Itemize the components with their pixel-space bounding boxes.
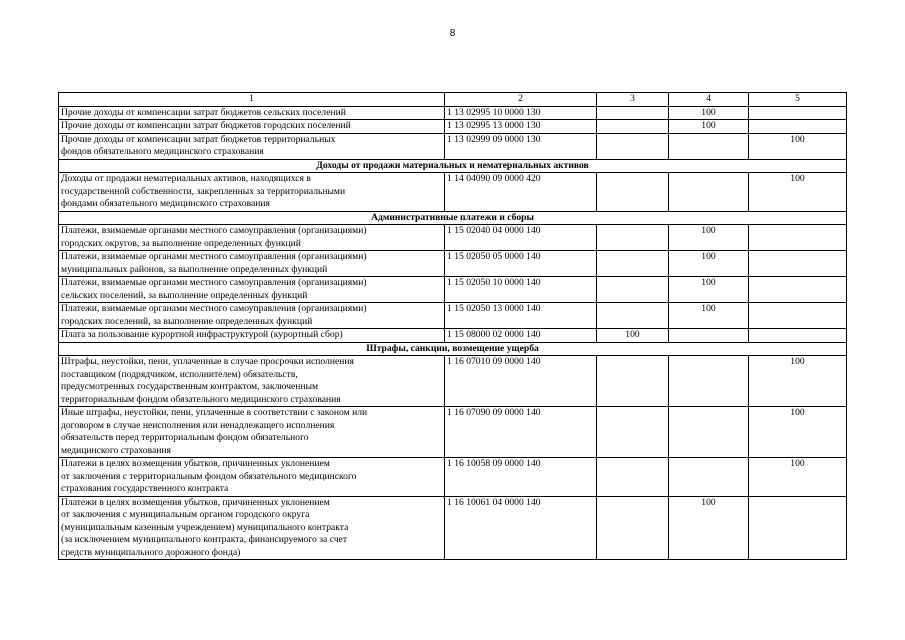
column-3-value [597, 251, 669, 277]
column-4-value: 100 [669, 277, 749, 303]
table-row [59, 251, 847, 277]
column-header: 4 [669, 93, 749, 107]
revenue-table [58, 92, 847, 560]
column-3-value [597, 225, 669, 251]
budget-code-cell: 1 15 02050 10 0000 140 [445, 277, 597, 303]
revenue-name-cell: Платежи, взимаемые органами местного самоуправления (организациями) городских округов, за выполнение определенных функций [59, 225, 445, 251]
table-row [59, 303, 847, 329]
revenue-name-cell: Платежи, взимаемые органами местного самоуправления (организациями) сельских поселений, за выполнение определенных функций [59, 277, 445, 303]
column-5-value: 100 [749, 356, 847, 407]
column-5-value [749, 329, 847, 343]
table-row [59, 277, 847, 303]
column-5-value: 100 [749, 407, 847, 458]
budget-code-cell: 1 16 10058 09 0000 140 [445, 458, 597, 497]
section-header-row [59, 211, 847, 225]
table-row [59, 173, 847, 212]
revenue-name-cell: Платежи, взимаемые органами местного самоуправления (организациями) городских поселений, за выполнение определенных функций [59, 303, 445, 329]
table-row [59, 407, 847, 458]
column-header: 5 [749, 93, 847, 107]
budget-code-cell: 1 15 08000 02 0000 140 [445, 329, 597, 343]
table-row [59, 225, 847, 251]
column-3-value [597, 496, 669, 560]
column-3-value [597, 120, 669, 134]
column-3-value [597, 407, 669, 458]
budget-code-cell: 1 16 07010 09 0000 140 [445, 356, 597, 407]
budget-code-cell: 1 13 02995 10 0000 130 [445, 106, 597, 120]
budget-code-cell: 1 15 02050 13 0000 140 [445, 303, 597, 329]
column-5-value [749, 277, 847, 303]
column-5-value [749, 251, 847, 277]
revenue-name-cell: Платежи в целях возмещения убытков, причиненных уклонением от заключения с территориальным фондом обязательного медицинского страхования государственного контракта [59, 458, 445, 497]
table-row [59, 458, 847, 497]
section-title: Доходы от продажи материальных и нематериальных активов [59, 159, 847, 173]
column-3-value [597, 133, 669, 159]
table-body [59, 106, 847, 560]
column-5-value: 100 [749, 458, 847, 497]
revenue-name-cell: Прочие доходы от компенсации затрат бюджетов сельских поселений [59, 106, 445, 120]
revenue-name-cell: Иные штрафы, неустойки, пени, уплаченные в соответствии с законом или договором в случае неисполнения или ненадлежащего исполнения обязательств перед территориальным фондом обязательного медицинского страхования [59, 407, 445, 458]
table-row [59, 356, 847, 407]
revenue-name-cell: Платежи, взимаемые органами местного самоуправления (организациями) муниципальных районов, за выполнение определенных функций [59, 251, 445, 277]
section-header-row [59, 159, 847, 173]
column-4-value: 100 [669, 106, 749, 120]
column-3-value [597, 303, 669, 329]
table-row [59, 133, 847, 159]
table-row [59, 120, 847, 134]
column-5-value [749, 496, 847, 560]
column-4-value [669, 458, 749, 497]
revenue-name-cell: Прочие доходы от компенсации затрат бюджетов территориальных фондов обязательного медицинского страхования [59, 133, 445, 159]
column-3-value [597, 458, 669, 497]
table-row [59, 329, 847, 343]
column-header: 3 [597, 93, 669, 107]
revenue-name-cell: Штрафы, неустойки, пени, уплаченные в случае просрочки исполнения поставщиком (подрядчиком, исполнителем) обязательств, предусмотренных государственным контрактом, заключенным территориальным фондом обязательного медицинского страхования [59, 356, 445, 407]
column-header-row [59, 93, 847, 107]
budget-code-cell: 1 14 04090 09 0000 420 [445, 173, 597, 212]
column-3-value [597, 356, 669, 407]
column-5-value [749, 225, 847, 251]
column-5-value [749, 106, 847, 120]
column-4-value [669, 173, 749, 212]
budget-code-cell: 1 16 07090 09 0000 140 [445, 407, 597, 458]
table-row [59, 496, 847, 560]
revenue-name-cell: Прочие доходы от компенсации затрат бюджетов городских поселений [59, 120, 445, 134]
column-4-value [669, 407, 749, 458]
column-4-value: 100 [669, 225, 749, 251]
table-row [59, 106, 847, 120]
revenue-name-cell: Доходы от продажи нематериальных активов, находящихся в государственной собственности, закрепленных за территориальными фондами обязательного медицинского страхования [59, 173, 445, 212]
page-number: 8 [449, 28, 456, 39]
column-4-value: 100 [669, 303, 749, 329]
section-title: Штрафы, санкции, возмещение ущерба [59, 342, 847, 356]
column-3-value [597, 106, 669, 120]
column-3-value [597, 277, 669, 303]
budget-code-cell: 1 16 10061 04 0000 140 [445, 496, 597, 560]
column-4-value [669, 356, 749, 407]
column-3-value [597, 173, 669, 212]
column-5-value: 100 [749, 133, 847, 159]
column-4-value [669, 329, 749, 343]
column-3-value: 100 [597, 329, 669, 343]
column-5-value: 100 [749, 173, 847, 212]
column-4-value [669, 133, 749, 159]
revenue-name-cell: Плата за пользование курортной инфраструктурой (курортный сбор) [59, 329, 445, 343]
revenue-name-cell: Платежи в целях возмещения убытков, причиненных уклонением от заключения с муниципальным органом городского округа (муниципальным казенным учреждением) муниципального контракта (за исключением муниципального контракта, финансируемого за счет средств муниципального дорожного фонда) [59, 496, 445, 560]
column-4-value: 100 [669, 120, 749, 134]
column-5-value [749, 120, 847, 134]
budget-code-cell: 1 15 02040 04 0000 140 [445, 225, 597, 251]
section-title: Административные платежи и сборы [59, 211, 847, 225]
column-4-value: 100 [669, 251, 749, 277]
section-header-row [59, 342, 847, 356]
budget-code-cell: 1 13 02995 13 0000 130 [445, 120, 597, 134]
column-header: 2 [445, 93, 597, 107]
column-4-value: 100 [669, 496, 749, 560]
budget-code-cell: 1 15 02050 05 0000 140 [445, 251, 597, 277]
column-5-value [749, 303, 847, 329]
budget-code-cell: 1 13 02999 09 0000 130 [445, 133, 597, 159]
column-header: 1 [59, 93, 445, 107]
